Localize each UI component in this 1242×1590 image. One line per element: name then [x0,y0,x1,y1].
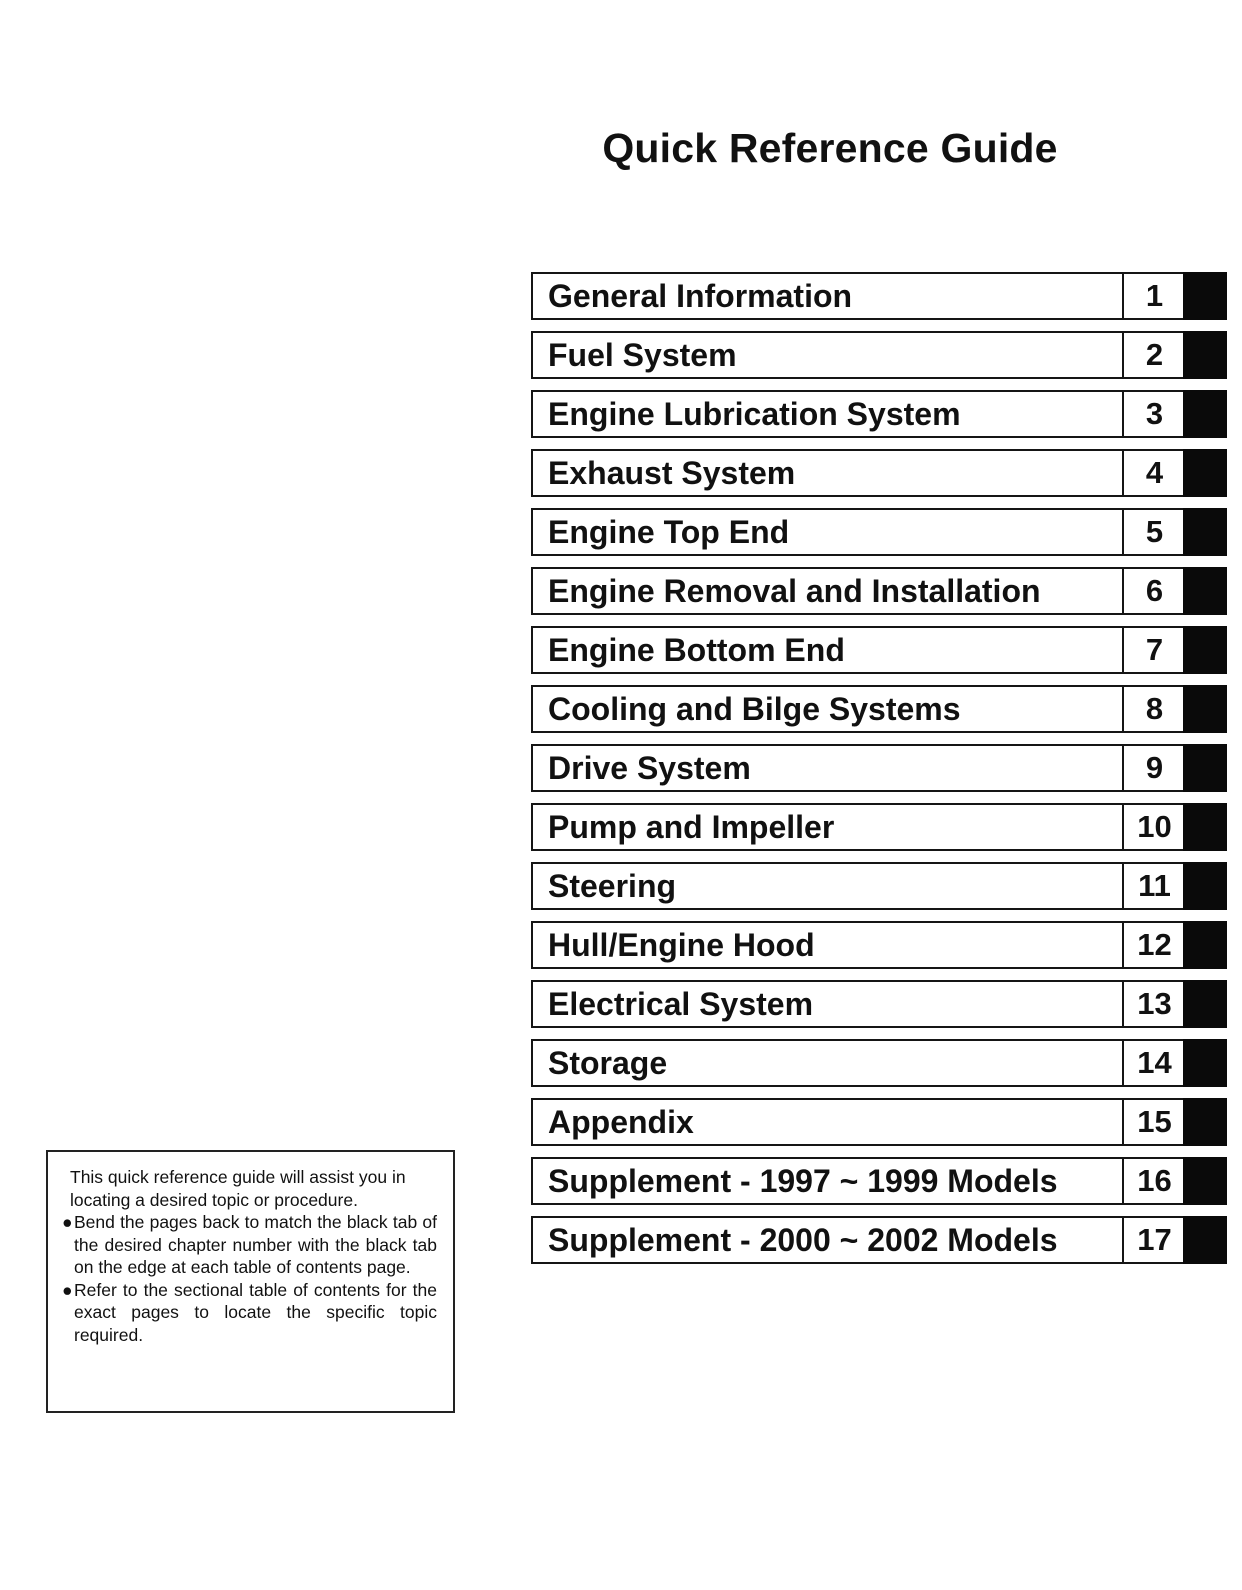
chapter-box [531,390,1185,438]
chapter-row-8[interactable] [531,685,1231,733]
chapter-box [531,567,1185,615]
chapter-number: 12 [1122,923,1185,967]
chapter-label: Supplement - 2000 ~ 2002 Models [548,1222,1058,1258]
chapter-label: Fuel System [548,337,737,373]
chapter-number: 5 [1122,510,1185,554]
chapter-row-16[interactable] [531,1157,1231,1205]
chapter-tab [1183,862,1227,910]
chapter-label: Engine Lubrication System [548,396,961,432]
chapter-row-5[interactable] [531,508,1231,556]
chapter-row-15[interactable] [531,1098,1231,1146]
chapter-label: Drive System [548,750,751,786]
chapter-row-12[interactable] [531,921,1231,969]
chapter-tab [1183,980,1227,1028]
chapter-box [531,1157,1185,1205]
chapter-label: Steering [548,868,677,904]
chapter-label: Exhaust System [548,455,796,491]
chapter-label: Hull/Engine Hood [548,927,815,963]
chapter-tab [1183,1216,1227,1264]
chapter-number: 17 [1122,1218,1185,1262]
chapter-number: 10 [1122,805,1185,849]
chapter-box [531,331,1185,379]
chapter-label: General Information [548,278,853,314]
chapter-label: Engine Bottom End [548,632,845,668]
chapter-row-14[interactable] [531,1039,1231,1087]
chapter-list [531,272,1231,1275]
bullet-icon: ● [62,1212,73,1232]
chapter-box [531,1098,1185,1146]
bullet-icon: ● [62,1279,73,1300]
chapter-number: 8 [1122,687,1185,731]
chapter-box [531,1216,1185,1264]
chapter-number: 16 [1122,1159,1185,1203]
chapter-tab [1183,331,1227,379]
chapter-label: Engine Removal and Installation [548,573,1041,609]
chapter-tab [1183,449,1227,497]
page-title: Quick Reference Guide [602,125,1058,172]
chapter-row-1[interactable] [531,272,1231,320]
chapter-box [531,685,1185,733]
chapter-tab [1183,744,1227,792]
chapter-number: 3 [1122,392,1185,436]
chapter-box [531,862,1185,910]
chapter-tab [1183,390,1227,438]
note-bullet-text: Refer to the sectional table of contents for the exact pages to locate the specific topic required. [74,1279,437,1345]
chapter-box [531,626,1185,674]
note-intro: This quick reference guide will assist you in locating a desired topic or procedure. [70,1167,406,1210]
chapter-tab [1183,508,1227,556]
chapter-label: Cooling and Bilge Systems [548,691,961,727]
note-bullet [62,1211,437,1279]
chapter-label: Supplement - 1997 ~ 1999 Models [548,1163,1058,1199]
chapter-number: 15 [1122,1100,1185,1144]
chapter-box [531,980,1185,1028]
chapter-number: 1 [1122,274,1185,318]
chapter-row-3[interactable] [531,390,1231,438]
note-bullet-text: Bend the pages back to match the black tab of the desired chapter number with the black tab on the edge at each table of contents page. [74,1212,437,1277]
chapter-box [531,744,1185,792]
chapter-tab [1183,803,1227,851]
chapter-tab [1183,272,1227,320]
chapter-row-4[interactable] [531,449,1231,497]
chapter-number: 7 [1122,628,1185,672]
chapter-row-10[interactable] [531,803,1231,851]
chapter-number: 14 [1122,1041,1185,1085]
chapter-box [531,272,1185,320]
usage-note [46,1150,455,1413]
chapter-tab [1183,1157,1227,1205]
chapter-row-2[interactable] [531,331,1231,379]
chapter-number: 6 [1122,569,1185,613]
chapter-box [531,1039,1185,1087]
chapter-tab [1183,626,1227,674]
chapter-box [531,921,1185,969]
chapter-row-17[interactable] [531,1216,1231,1264]
chapter-tab [1183,685,1227,733]
chapter-row-13[interactable] [531,980,1231,1028]
chapter-tab [1183,567,1227,615]
chapter-number: 2 [1122,333,1185,377]
chapter-row-6[interactable] [531,567,1231,615]
chapter-tab [1183,1098,1227,1146]
chapter-label: Engine Top End [548,514,790,550]
chapter-row-11[interactable] [531,862,1231,910]
chapter-tab [1183,1039,1227,1087]
chapter-tab [1183,921,1227,969]
chapter-label: Storage [548,1045,668,1081]
chapter-label: Electrical System [548,986,814,1022]
chapter-label: Appendix [548,1104,694,1140]
chapter-label: Pump and Impeller [548,809,835,845]
chapter-number: 4 [1122,451,1185,495]
chapter-row-7[interactable] [531,626,1231,674]
note-bullet [62,1279,437,1347]
chapter-row-9[interactable] [531,744,1231,792]
chapter-number: 11 [1122,864,1185,908]
chapter-number: 9 [1122,746,1185,790]
chapter-box [531,449,1185,497]
chapter-box [531,508,1185,556]
chapter-number: 13 [1122,982,1185,1026]
chapter-box [531,803,1185,851]
